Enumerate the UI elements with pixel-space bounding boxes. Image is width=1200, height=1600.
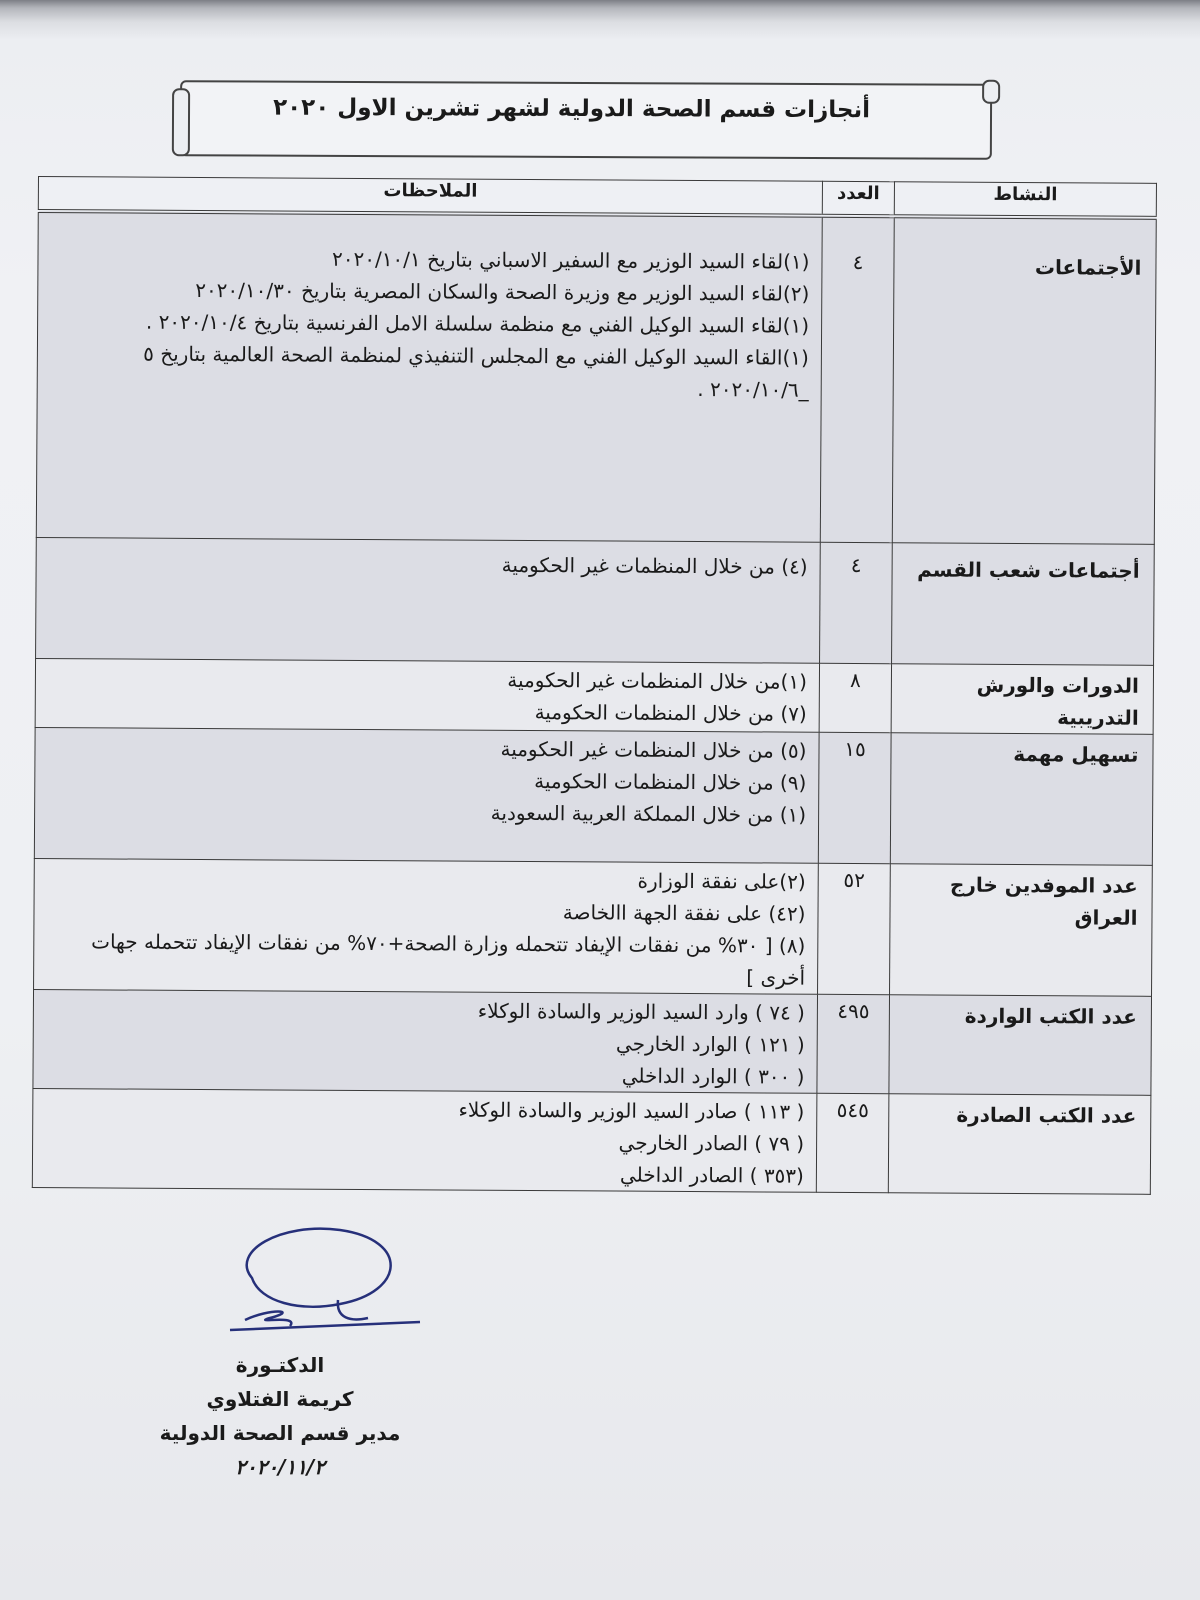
notes-cell: [34, 727, 819, 863]
note-line: ( ١١٣ ) صادر السيد الوزير والسادة الوكلاء: [458, 1097, 805, 1124]
handwritten-signature: [190, 1222, 440, 1342]
notes-cell: [33, 989, 818, 1093]
activity-cell: الأجتماعات: [892, 216, 1156, 544]
note-line: (٤٢) على نفقة الجهة االخاصة: [562, 900, 806, 926]
activity-cell: أجتماعات شعب القسم: [892, 543, 1155, 666]
count-cell: ٤: [820, 216, 894, 543]
table-row: [34, 727, 1153, 865]
notes-cell: [34, 858, 819, 994]
count-cell: ٤٩٥: [817, 994, 890, 1093]
title-banner: [180, 80, 992, 160]
note-line: ( ٧٩ ) الصادر الخارجي: [618, 1130, 805, 1156]
table-row: [35, 658, 1153, 734]
signer-title: الدكتـورة: [235, 1353, 325, 1377]
table-row: [33, 989, 1152, 1095]
signature-date: ٢٠٢٠/١١/٢: [235, 1455, 325, 1479]
note-line: (٢)لقاء السيد الوزير مع وزيرة الصحة والسكان المصرية بتاريخ ٢٠٢٠/١٠/٣٠: [195, 277, 810, 306]
signature-block: [130, 1348, 430, 1484]
table-row: [36, 537, 1155, 665]
note-line: (٧) من خلال المنظمات الحكومية: [534, 700, 807, 726]
activity-cell: عدد الموفدين خارج العراق: [890, 864, 1153, 997]
notes-cell: [36, 211, 822, 542]
notes-cell: [32, 1088, 817, 1192]
note-line: (١)لقاء السيد الوزير مع السفير الاسباني بتاريخ ٢٠٢٠/١٠/١: [331, 246, 810, 274]
count-cell: ٥٢: [818, 863, 891, 994]
table-row: [32, 1088, 1151, 1194]
count-cell: ١٥: [818, 732, 891, 863]
note-line: (٣٥٣ ) الصادر الداخلي: [619, 1162, 804, 1188]
header-count: العدد: [822, 181, 894, 216]
note-line: (٥) من خلال المنظمات غير الحكومية: [500, 736, 807, 763]
count-cell: ٥٤٥: [816, 1093, 889, 1192]
signer-position: مدير قسم الصحة الدولية: [159, 1421, 401, 1445]
activity-cell: الدورات والورش التدريبية: [891, 664, 1153, 735]
note-line: (١)القاء السيد الوكيل الفني مع المجلس التنفيذي لمنظمة الصحة العالمية بتاريخ ٥ _٢٠٢٠/١٠/٦ .: [143, 341, 809, 402]
notes-cell: [35, 658, 819, 732]
achievements-table: [32, 176, 1157, 1195]
activity-cell: عدد الكتب الواردة: [889, 995, 1152, 1096]
header-activity: النشاط: [894, 182, 1156, 218]
table-row: [34, 858, 1153, 996]
count-cell: ٤: [820, 542, 893, 663]
page-title: أنجازات قسم الصحة الدولية لشهر تشرين الاول ٢٠٢٠: [273, 94, 871, 124]
activity-cell: عدد الكتب الصادرة: [888, 1094, 1151, 1195]
note-line: (٢)على نفقة الوزارة: [637, 868, 806, 894]
notes-cell: [36, 537, 821, 663]
activity-cell: تسهيل مهمة: [890, 733, 1153, 866]
note-line: (١)لقاء السيد الوكيل الفني مع منظمة سلسلة الامل الفرنسية بتاريخ ٢٠٢٠/١٠/٤ .: [145, 309, 810, 338]
note-line: (٤) من خلال المنظمات غير الحكومية: [501, 552, 808, 579]
note-line: (١) من خلال المملكة العربية السعودية: [490, 800, 807, 827]
signer-name: كريمة الفتلاوي: [206, 1387, 354, 1411]
note-line: ( ٣٠٠ ) الوارد الداخلي: [621, 1063, 805, 1089]
count-cell: ٨: [819, 663, 891, 732]
note-line: (٩) من خلال المنظمات الحكومية: [534, 769, 807, 795]
note-line: (١)من خلال المنظمات غير الحكومية: [507, 667, 807, 694]
paper-fold-shadow: [0, 0, 1200, 40]
note-line: ( ١٢١ ) الوارد الخارجي: [615, 1031, 805, 1057]
note-line: (٨) [ ٣٠% من نفقات الإيفاد تتحمله وزارة الصحة+٧٠% من نفقات الإيفاد تتحمله جهات أخرى ]: [91, 929, 806, 990]
note-line: ( ٧٤ ) وارد السيد الوزير والسادة الوكلاء: [477, 998, 805, 1025]
table-row: [36, 211, 1156, 544]
header-notes: الملاحظات: [38, 177, 822, 216]
